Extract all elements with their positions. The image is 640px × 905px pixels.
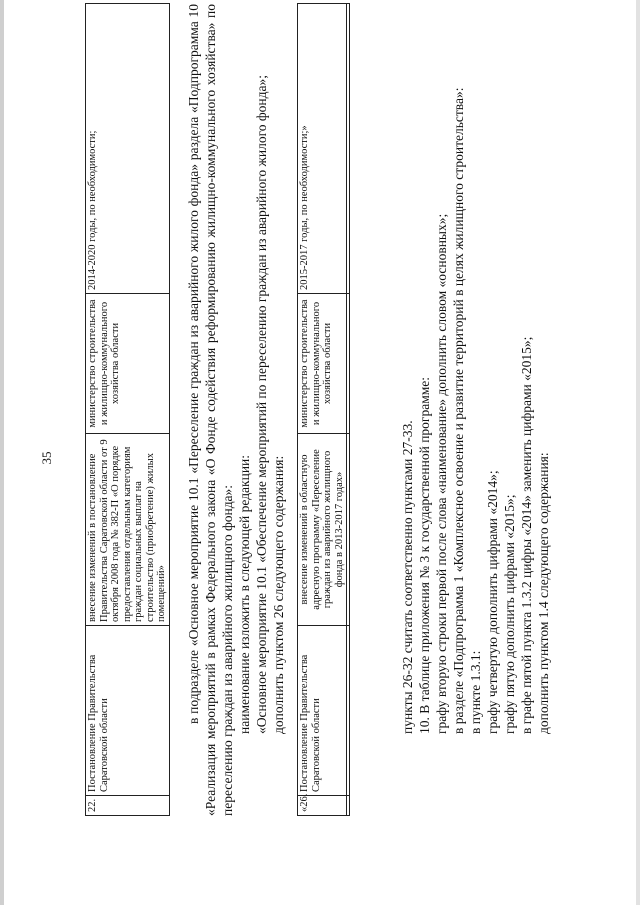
table-row-spacer xyxy=(347,4,350,816)
execution-term: 2014-2020 годы, по необходимости; xyxy=(86,4,170,294)
amendment-text-block-2 xyxy=(399,4,552,816)
executor: министерство строительства и жилищно-коммунального хозяйства области xyxy=(298,294,347,434)
scan-edge-right xyxy=(636,0,640,905)
table-row xyxy=(86,4,170,816)
paragraph: графу четвертую дополнить цифрами «2014»; xyxy=(485,470,500,734)
execution-term: 2015-2017 годы, по необходимости;» xyxy=(298,4,347,294)
paragraph: наименование изложить в следующей редакции: xyxy=(237,454,252,734)
paragraph: в пункте 1.3.1: xyxy=(468,650,483,734)
measures-table-row-26 xyxy=(297,3,350,816)
paragraph: «Основное мероприятие 10.1 «Обеспечение мероприятий по переселению граждан из аварийного жилого фонда»; xyxy=(254,75,269,734)
act-description: внесение изменений в областную адресную программу «Переселение граждан из аварийного жилищного фонда в 2013-2017 годах» xyxy=(298,434,347,626)
row-number: 22. xyxy=(86,796,170,816)
paragraph: графу пятую дополнить цифрами «2015»; xyxy=(502,494,517,734)
document-page xyxy=(5,4,635,898)
paragraph: 10. В таблице приложения № 3 к государственной программе: xyxy=(417,376,432,734)
paragraph: пункты 26-32 считать соответственно пунктами 27-33. xyxy=(400,420,415,734)
row-number: «26. xyxy=(298,796,347,816)
page-number: 35 xyxy=(39,451,54,465)
executor: министерство строительства и жилищно-коммунального хозяйства области xyxy=(86,294,170,434)
paragraph: дополнить пунктом 26 следующего содержания: xyxy=(271,455,286,734)
amendment-text-block-1 xyxy=(185,4,287,816)
table-row xyxy=(298,4,347,816)
legal-act-type: Постановление Правительства Саратовской области xyxy=(86,626,170,796)
paragraph: в подразделе «Основное мероприятие 10.1 «Переселение граждан из аварийного жилого фонда» раздела «Подпрограмма 10 «Реализация мероприятий в рамках Федерального закона «О Фонде содействия реформированию жилищно-коммунального хозяйства» по переселению граждан из аварийного жилищного фонда»: xyxy=(186,4,235,816)
measures-table-row-22 xyxy=(85,3,170,816)
paragraph: в разделе «Подпрограмма 1 «Комплексное освоение и развитие территорий в целях жилищного строительства»: xyxy=(451,87,466,734)
scan-edge-left xyxy=(0,0,4,905)
legal-act-type: Постановление Правительства Саратовской области xyxy=(298,626,347,796)
paragraph: графу вторую строки первой после слова «наименование» дополнить словом «основных»; xyxy=(434,213,449,734)
paragraph: в графе пятой пункта 1.3.2 цифры «2014» заменить цифрами «2015»; xyxy=(519,336,534,734)
act-description: внесение изменений в постановление Правительства Саратовской области от 9 октября 2008 года № 382-П «О порядке предоставления отдельным категориям граждан социальных выплат на строительство (приобретение) жилых помещений» xyxy=(86,434,170,626)
paragraph: дополнить пунктом 1.4 следующего содержания: xyxy=(536,452,551,734)
